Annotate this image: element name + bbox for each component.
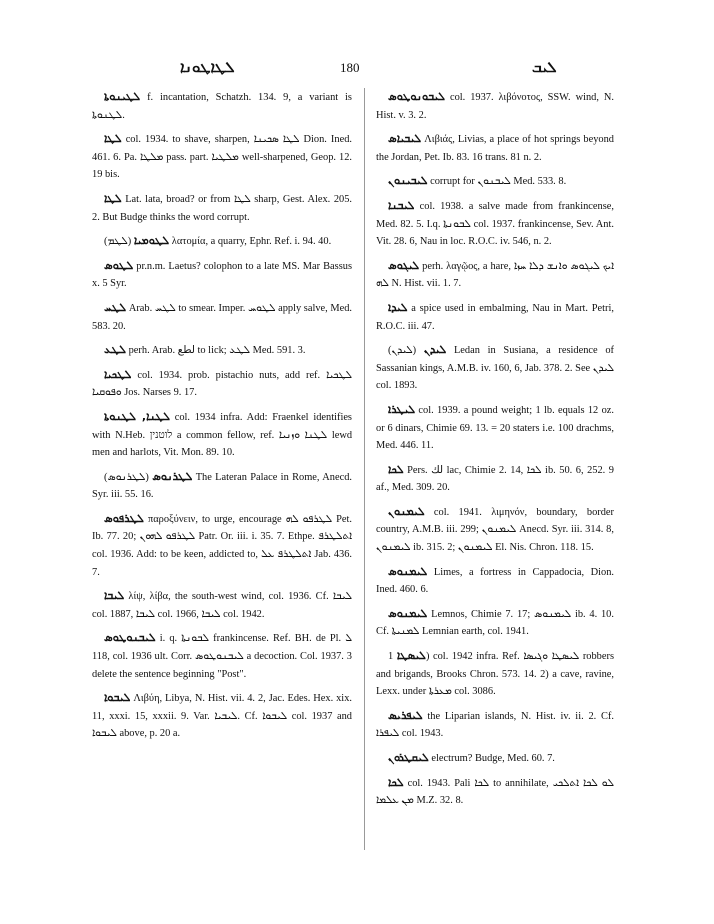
entry-headword: ܠܛܐ (104, 132, 122, 146)
entry-headword: ܠܝܒܘܢܘܛܘܣ (388, 90, 446, 103)
entry-text: col. 1939. a pound weight; 1 lb. equals 12 oz. or 6 dinars, Chimie 69. 13. = 20 staters i.e. 100 drachms, Med. 446. 11. (376, 404, 614, 452)
entry-headword: ܠܛܘܣ (104, 258, 134, 272)
entry-headword: ܠܛܘܡܝܐ (133, 234, 170, 248)
dictionary-entry (376, 749, 614, 768)
entry-text: col. 1937. λιβόνοτος, SSW. wind, N. Hist. v. 3. 2. (376, 92, 614, 121)
dictionary-entry (376, 461, 614, 497)
entry-text: (ܠܛܡ) λατομία, a quarry, Ephr. Ref. i. 94. 40. (104, 236, 332, 248)
entry-headword: ܠܛܥ (104, 343, 126, 357)
dictionary-entry (376, 503, 614, 557)
dictionary-entry (376, 605, 614, 641)
entry-text: Λιβιάς, Livias, a place of hot springs beyond the Jordan, Pet. Ib. 83. 16 trans. 81 n. 2. (376, 134, 614, 163)
dictionary-entry (376, 707, 614, 743)
entry-headword: ܠܛܢܐ, ܠܛܢܘܬܐ (104, 409, 170, 423)
left-column (92, 88, 352, 749)
dictionary-entry (376, 172, 614, 191)
dictionary-entry (376, 341, 614, 395)
dictionary-entry (92, 232, 352, 251)
dictionary-entry (92, 299, 352, 335)
entry-headword: ܠܝܩܛܪܘܢ (388, 751, 429, 764)
entry-headword: ܠܝܡܢܘܣ (388, 564, 428, 578)
dictionary-entry (92, 587, 352, 623)
entry-text: col. 1934. prob. pistachio nuts, add ref. ܠܛܟܝܐ ܘܦܘܩܝܐ Jos. Narses 9. 17. (92, 369, 352, 399)
entry-headword: ܠܝܓܘܣ (388, 258, 420, 272)
entry-text: Λιβύη, Libya, N. Hist. vii. 4. 2, Jac. Edes. Hex. xix. 11, xxxi. 15, xxxii. 9. Var. ܠܝܒܝܐ. Cf. ܠܝܒܘܐ col. 1937 and ܠܝܒܘܐ above, p. 20 a. (92, 693, 352, 740)
dictionary-entry (92, 629, 352, 683)
entry-text: Arab. ܠܛܚ to smear. Imper. ܠܛܘܚ apply salve, Med. 583. 20. (92, 302, 353, 332)
dictionary-entry (92, 408, 352, 462)
entry-headword: ܠܝܕܢ (423, 343, 447, 357)
entry-text: 1) col. 1942 infra. Ref. ܠܝܣܛܐ ܘܓܝܣܐ robbers and brigands, Brooks Chron. 573. 14. 2) a cave, ravine, Lexx. under ܡܥܪܬܐ col. 3086. (376, 651, 614, 698)
entry-text: Pers. لك lac, Chimie 2. 14, ܠܟܐ ib. 50. 6, 252. 9 af., Med. 309. 20. (376, 464, 614, 494)
dictionary-entry (92, 190, 352, 226)
page-header (0, 58, 714, 82)
entry-text: παροξύνειν, to urge, encourage ܠܛܪܦܘ ܠܗ Pet. Ib. 77. 20; ܠܛܪܦܘ ܠܗܘܢ Patr. Or. iii. i. 35. 7. Ethpe. ܐܬܠܛܪܦ col. 1936. Add: to be keen, addicted to, ܐܬܠܛܪܦ ܥܠ Jab. 436. 7. (92, 513, 353, 578)
entry-headword: ܠܝܣܛܐ (396, 649, 426, 663)
entry-text: electrum? Budge, Med. 60. 7. (431, 753, 555, 764)
entry-headword: ܠܝܕܐ (388, 300, 408, 314)
entry-headword: ܠܛܐ (104, 191, 122, 205)
dictionary-entry (376, 774, 614, 810)
page-number: 180 (340, 60, 360, 75)
dictionary-entry (92, 130, 352, 184)
dictionary-entry (92, 689, 352, 743)
entry-headword: ܠܛܪܢܘܣ (152, 469, 193, 483)
entry-text: Lemnos, Chimie 7. 17; ܠܝܡܢܘܣ ib. 4. 10. Cf. ܠܡܢܝܬܐ Lemnian earth, col. 1941. (376, 608, 614, 638)
running-head-right: ܠܝܒ (532, 58, 557, 76)
entry-headword: ܠܛܝܢܘܬܐ (104, 90, 141, 103)
dictionary-entry (376, 197, 614, 251)
entry-headword: ܠܛܟܝܐ (104, 367, 132, 381)
dictionary-entry (92, 468, 352, 504)
entry-headword: ܠܝܛܪܐ (388, 402, 416, 416)
entry-headword: ܠܝܒܘܐ (104, 691, 131, 705)
entry-headword: ܠܝܒܐ (104, 589, 125, 603)
entry-text: col. 1938. a salve made from frankincense, Med. 82. 5. I.q. ܠܒܘܢܬܐ col. 1937. frankincense, Sev. Ant. Vit. 28. 6, Nau in loc. R.O.C. iv. 546, n. 2. (376, 200, 614, 248)
running-head-left: ܠܛܐܛܘܢܐ (180, 58, 235, 76)
dictionary-entry (92, 510, 352, 581)
entry-headword: ܠܛܚ (104, 300, 127, 314)
dictionary-entry (92, 88, 352, 124)
entry-text: Lat. lata, broad? or from ܠܛܐ sharp, Gest. Alex. 205. 2. But Budge thinks the word corrupt. (92, 193, 352, 223)
entry-headword: ܠܟܐ (388, 775, 404, 789)
entry-headword: ܠܝܡܢܘܣ (388, 606, 428, 620)
entry-headword: ܠܝܡܢܘܢ (388, 504, 425, 518)
entry-text: the Liparian islands, N. Hist. iv. ii. 2. Cf. ܠܝܦܪܐ col. 1943. (376, 710, 614, 740)
dictionary-entry (376, 401, 614, 455)
entry-text: perh. λαγῷος, a hare, ܐܝܟ ܠܝܓܘܣ ܘܐܢܫ ܕܠܐ ܚܙܐ ܠܗ N. Hist. vii. 1. 7. (376, 260, 614, 290)
entry-headword: ܠܝܦܪܝܣ (388, 708, 423, 722)
entry-text: corrupt for ܠܝܒܢܘܢ Med. 533. 8. (430, 176, 567, 188)
dictionary-entry (376, 563, 614, 599)
entry-text: col. 1941. λιμηνόν, boundary, border country, A.M.B. iii. 299; ܠܝܡܢܘܢ Anecd. Syr. iii. 314. 8, ܠܝܡܢܘܢ ib. 315. 2; ܠܝܡܢܘܢ El. Nis. Chron. 118. 15. (376, 506, 614, 554)
entry-text: col. 1943. Pali ܠܟܐ to annihilate, ܠܘ ܠܟܐ ܐܬܠܟܝ ܡܢ ܥܠܡܐ M.Z. 32. 8. (376, 777, 614, 807)
entry-text: i. q. ܠܒܘܢܬܐ frankincense. Ref. BH. de Pl. ܠ 118, col. 1936 ult. Corr. ܠܝܒܢܘܛܘܣ a decoction. Col. 1937. 3 delete the sentence beginning "Post". (92, 633, 352, 680)
entry-text: pr.n.m. Laetus? colophon to a late MS. Mar Bassus x. 5 Syr. (92, 260, 352, 290)
dictionary-entry (376, 130, 614, 166)
entry-headword: ܠܝܒܢܘܛܘܣ (104, 631, 156, 645)
entry-text: λίψ, λίβα, the south-west wind, col. 1936. Cf. ܠܝܒܐ col. 1887, ܠܝܒܐ col. 1966, ܠܝܒܐ col. 1942. (92, 591, 352, 620)
dictionary-entry (92, 257, 352, 293)
entry-text: Limes, a fortress in Cappadocia, Dion. Ined. 460. 6. (376, 566, 614, 596)
entry-headword: ܠܝܒܝܐܣ (388, 132, 422, 146)
dictionary-entry (92, 366, 352, 402)
entry-text: (ܠܛܪܢܘܣ) The Lateran Palace in Rome, Anecd. Syr. iii. 55. 16. (92, 471, 352, 501)
column-divider (364, 88, 365, 850)
entry-text: col. 1934 infra. Add: Fraenkel identifies with N.Heb. לוטנין a common fellow, ref. ܠܛܢܐ ܘܙܢܝܐ lewd men and harlots, Vit. Mon. 89. 10. (92, 411, 353, 459)
entry-text: f. incantation, Schatzh. 134. 9, a variant is ܠܛܢܘܬܐ. (92, 92, 352, 121)
right-column (376, 88, 614, 816)
entry-headword: ܠܝܒܝܢܘܢ (388, 174, 428, 188)
dictionary-entry (376, 647, 614, 701)
entry-text: col. 1934. to shave, sharpen, ܠܛܐ ܣܟܝܢܐ Dion. Ined. 461. 6. Pa. ܡܠܛܐ pass. part. ܡܠܛܝܐ well-sharpened, Geop. 12. 19 bis. (92, 134, 352, 181)
dictionary-entry (376, 257, 614, 293)
dictionary-entry (92, 341, 352, 360)
entry-headword: ܠܛܪܦܘܣ (104, 511, 144, 525)
entry-text: perh. Arab. لطع to lick; ܠܛܥ Med. 591. 3. (128, 345, 306, 357)
dictionary-entry (376, 88, 614, 124)
dictionary-entry (376, 299, 614, 335)
entry-text: (ܠܝܕܢ) Ledan in Susiana, a residence of Sassanian kings, A.M.B. iv. 160, 6, Jab. 378. 2. See ܠܝܕܢ col. 1893. (376, 345, 614, 392)
entry-headword: ܠܝܒܢܐ (388, 198, 415, 212)
entry-headword: ܠܟܐ (388, 462, 404, 476)
entry-text: a spice used in embalming, Nau in Mart. Petri, R.O.C. iii. 47. (376, 302, 614, 332)
